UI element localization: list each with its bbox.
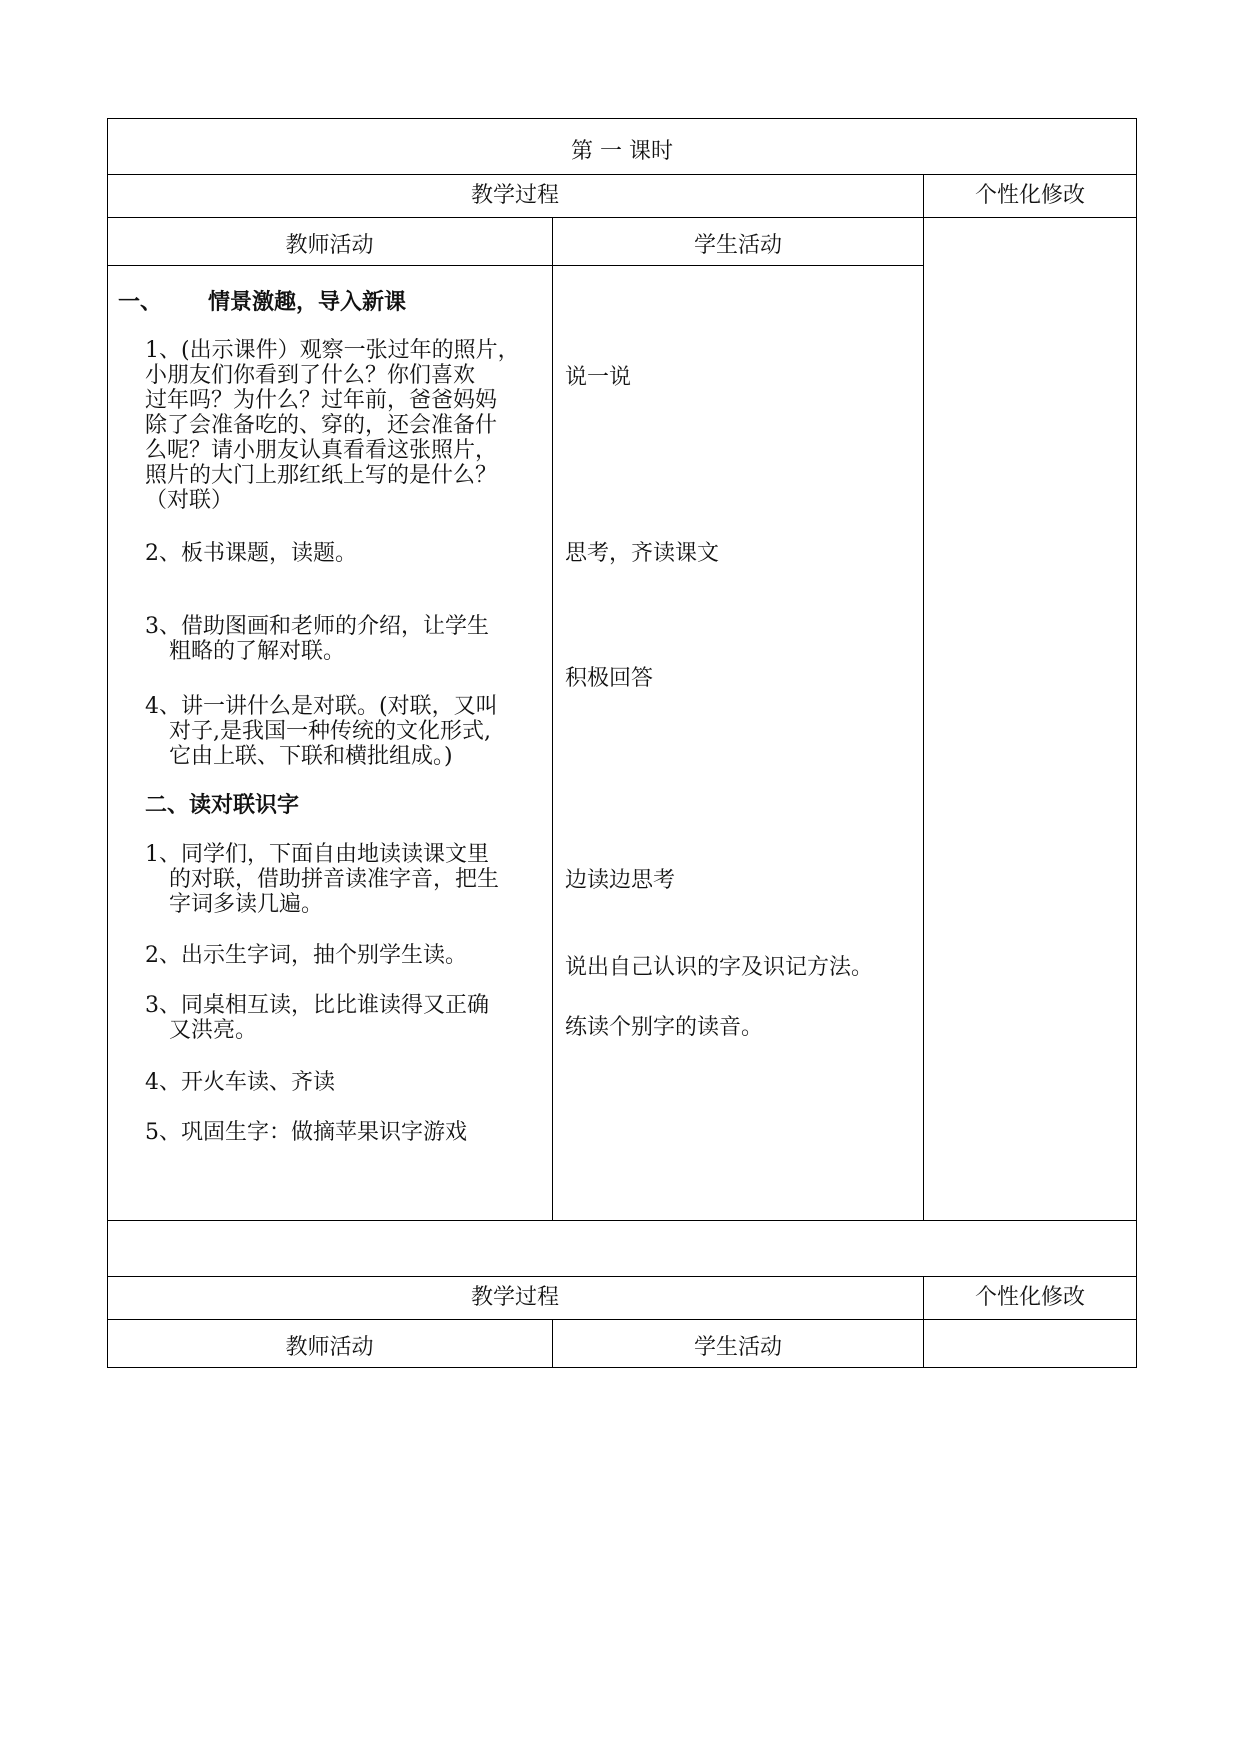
rule <box>107 118 108 1368</box>
header-teaching-process-2: 教学过程 <box>470 1285 559 1310</box>
column-teacher-activity-2: 教师活动 <box>285 1335 374 1360</box>
text-line: 么呢？请小朋友认真看看这张照片， <box>145 438 498 463</box>
teacher-item-3 <box>145 614 489 664</box>
header-teaching-process: 教学过程 <box>470 183 559 208</box>
text-line: 照片的大门上那红纸上写的是什么？ <box>145 463 498 488</box>
rule <box>107 1276 1137 1277</box>
section-2-item-5: 5、巩固生字：做摘苹果识字游戏 <box>145 1120 467 1145</box>
header-personal-modify: 个性化修改 <box>974 183 1085 208</box>
section-2-item-2: 2、出示生字词，抽个别学生读。 <box>145 943 467 968</box>
section-2-title: 二、读对联识字 <box>145 792 300 818</box>
student-activity-6: 练读个别字的读音。 <box>565 1015 764 1040</box>
student-activity-2: 思考，齐读课文 <box>565 541 720 566</box>
text-line: 1、(出示课件）观察一张过年的照片， <box>145 338 520 363</box>
teacher-item-1 <box>145 338 545 513</box>
column-student-activity-2: 学生活动 <box>693 1335 782 1360</box>
rule <box>107 174 1137 175</box>
text-line: 对子,是我国一种传统的文化形式, <box>169 719 491 744</box>
column-teacher-activity: 教师活动 <box>285 233 374 258</box>
text-line: 3、同桌相互读，比比谁读得又正确 <box>145 993 489 1018</box>
text-line: 除了会准备吃的、穿的，还会准备什 <box>145 413 498 438</box>
rule <box>923 174 924 1221</box>
section-1-number: 一、 <box>118 289 163 315</box>
section-1-title: 情景激趣，导入新课 <box>208 289 407 315</box>
text-line: 过年吗？为什么？过年前，爸爸妈妈 <box>145 388 498 413</box>
lesson-title: 第 一 课时 <box>571 139 673 164</box>
rule <box>107 118 1137 119</box>
section-2-item-4: 4、开火车读、齐读 <box>145 1070 335 1095</box>
section-2-item-3 <box>145 993 489 1043</box>
text-line: 4、讲一讲什么是对联。(对联，又叫 <box>145 694 498 719</box>
rule <box>1136 118 1137 1368</box>
student-activity-5: 说出自己认识的字及识记方法。 <box>565 955 874 980</box>
student-activity-1: 说一说 <box>565 365 632 390</box>
text-line: 它由上联、下联和横批组成。) <box>169 744 453 769</box>
header-personal-modify-2: 个性化修改 <box>974 1285 1085 1310</box>
rule <box>107 217 1137 218</box>
rule <box>107 265 924 266</box>
column-student-activity: 学生活动 <box>693 233 782 258</box>
text-line: 3、借助图画和老师的介绍，让学生 <box>145 614 489 639</box>
student-activity-3: 积极回答 <box>565 666 654 691</box>
teacher-item-4 <box>145 694 498 769</box>
teacher-item-2: 2、板书课题，读题。 <box>145 541 357 566</box>
text-line: 又洪亮。 <box>169 1018 258 1043</box>
rule <box>107 1367 1137 1368</box>
text-line: 1、同学们，下面自由地读读课文里 <box>145 842 489 867</box>
section-2-item-1 <box>145 842 499 917</box>
text-line: 小朋友们你看到了什么？你们喜欢 <box>145 363 476 388</box>
text-line: 字词多读几遍。 <box>169 892 324 917</box>
rule <box>552 217 553 1221</box>
rule <box>107 1319 1137 1320</box>
text-line: 粗略的了解对联。 <box>169 639 346 664</box>
text-line: 的对联，借助拼音读准字音，把生 <box>169 867 500 892</box>
student-activity-4: 边读边思考 <box>565 868 676 893</box>
rule <box>107 1220 1137 1221</box>
text-line: （对联） <box>145 488 234 513</box>
